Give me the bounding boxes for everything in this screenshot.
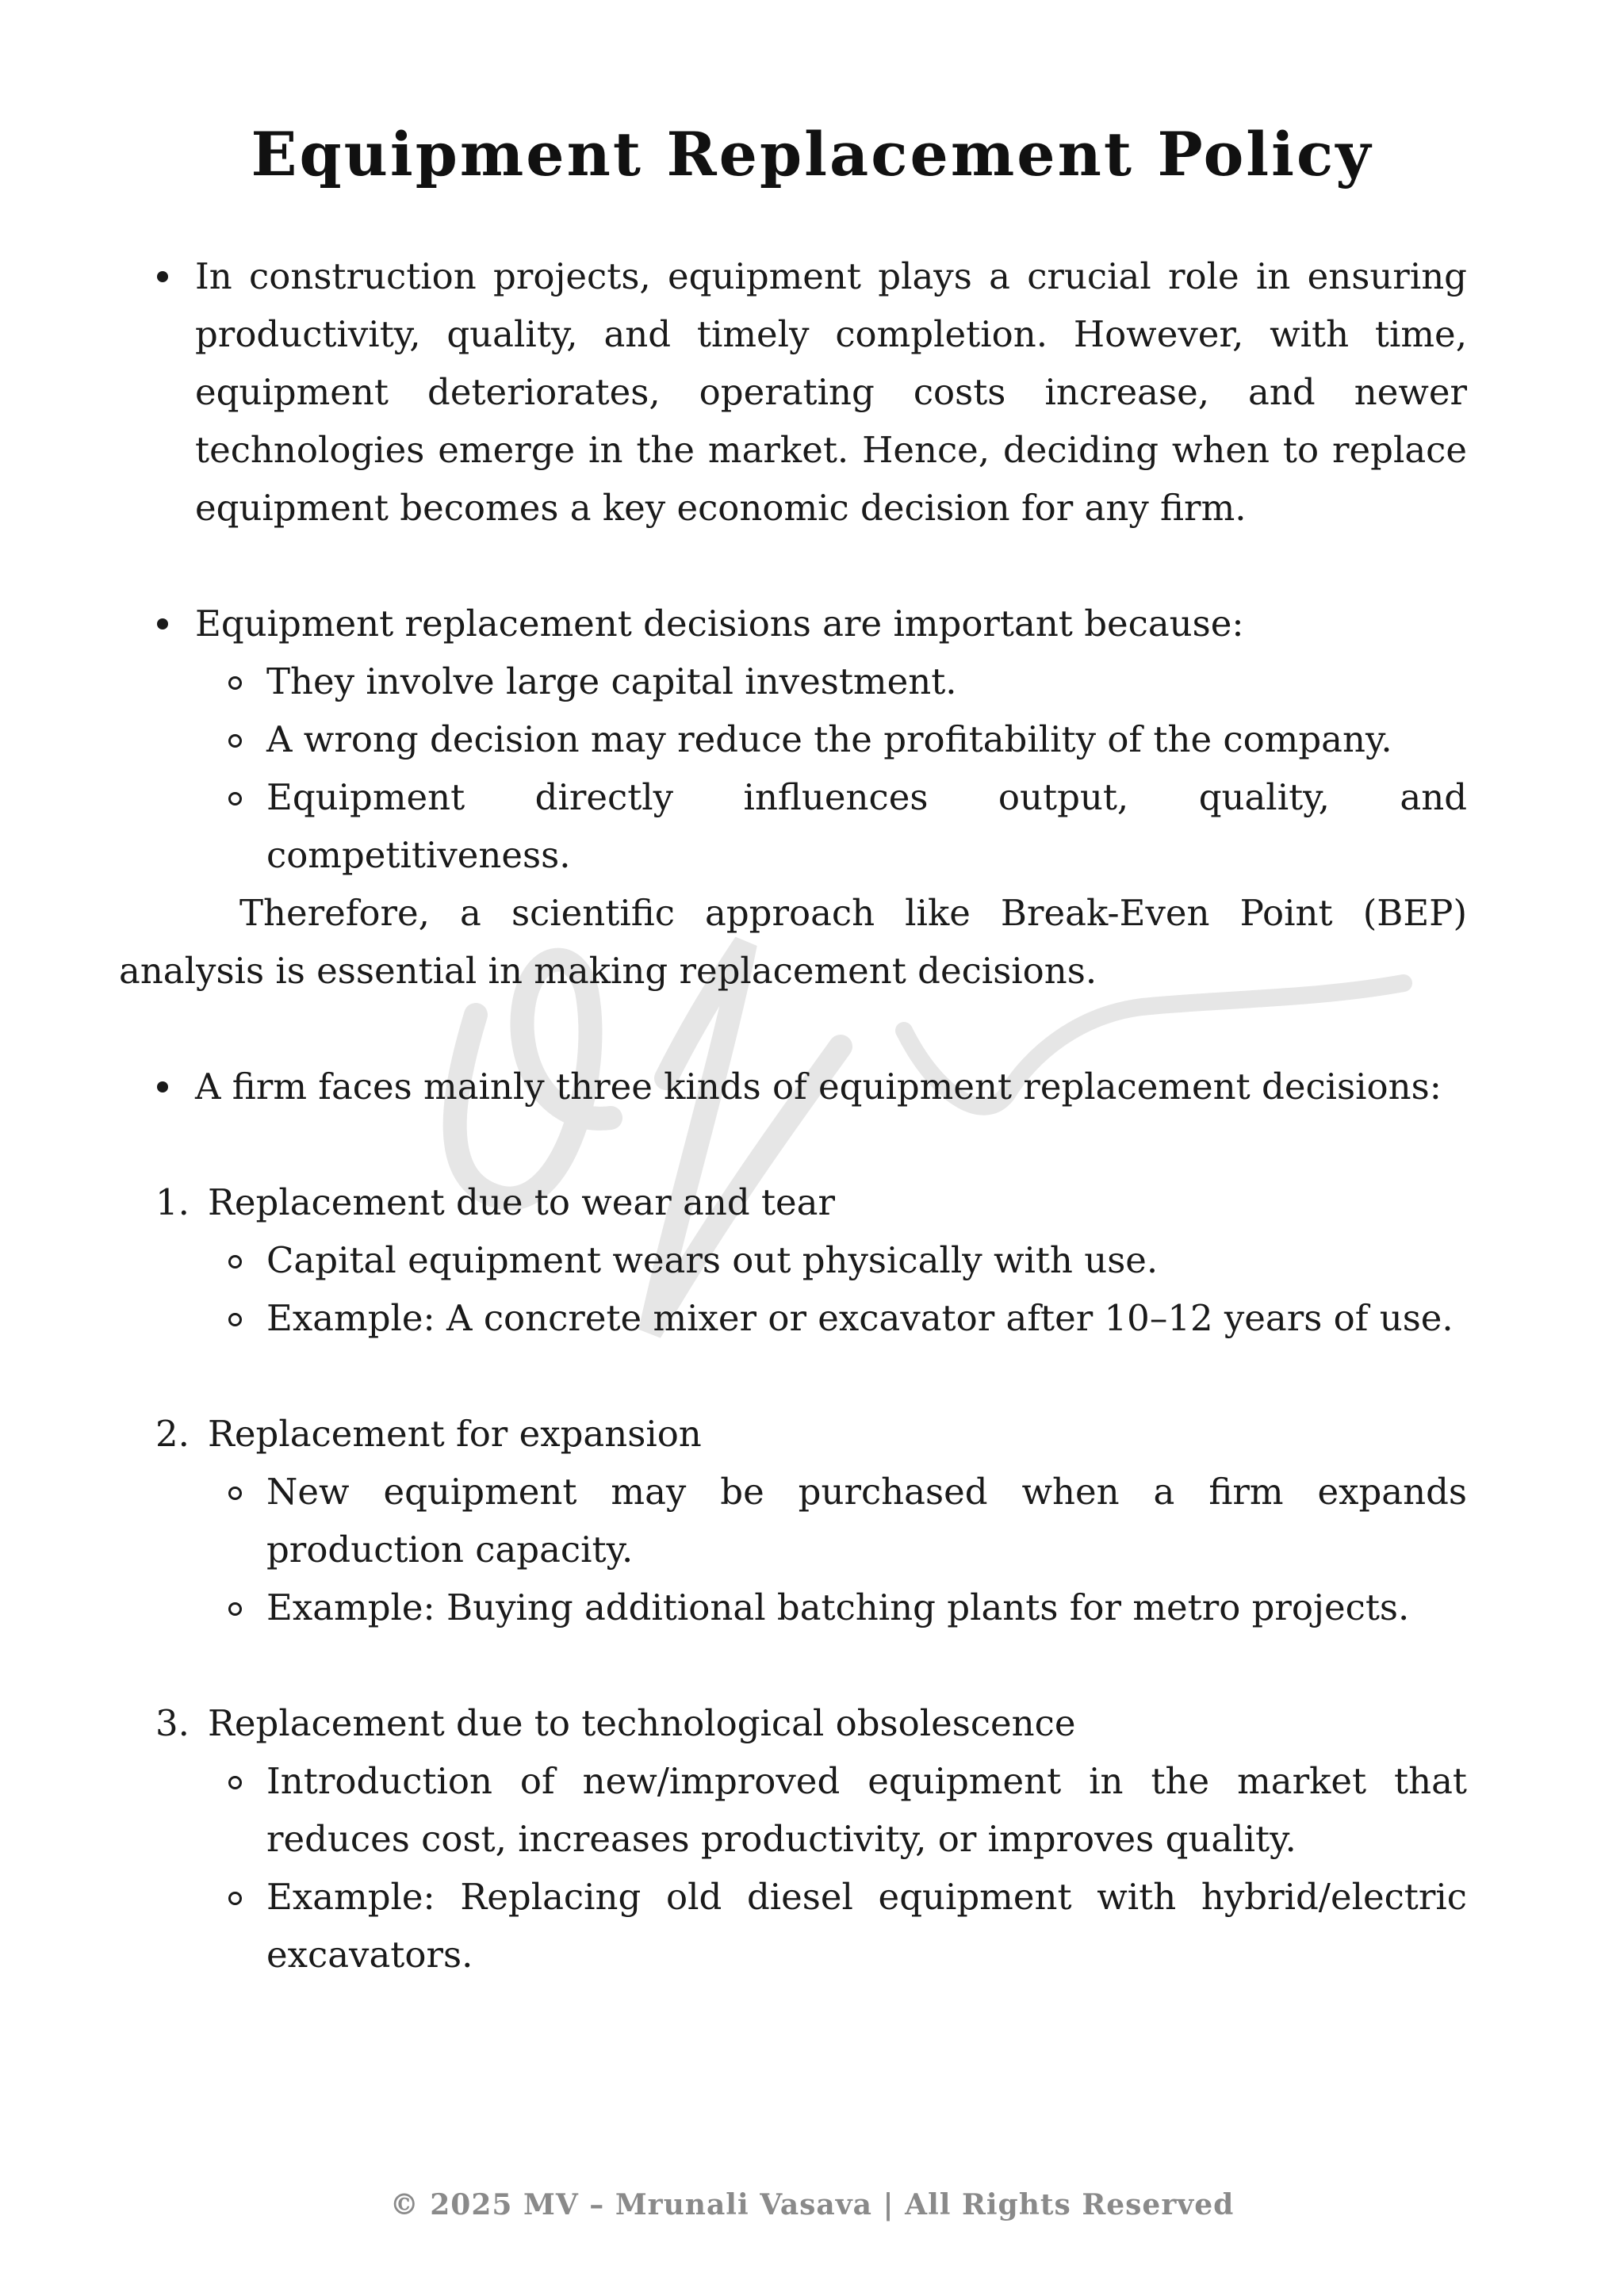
page-title: Equipment Replacement Policy bbox=[251, 119, 1373, 189]
copyright-footer: © 2025 MV – Mrunali Vasava | All Rights Reserved bbox=[389, 2188, 1235, 2221]
kind-point bbox=[119, 1868, 1467, 1984]
importance-bullet bbox=[119, 595, 1467, 652]
circle-bullet-icon bbox=[228, 1892, 242, 1905]
importance-lead: Equipment replacement decisions are important because: bbox=[195, 603, 1244, 645]
circle-bullet-icon bbox=[228, 734, 242, 748]
bullet-icon bbox=[157, 618, 168, 629]
kind-number: 3. bbox=[155, 1702, 190, 1744]
circle-bullet-icon bbox=[228, 1776, 242, 1789]
kind-point bbox=[119, 1578, 1467, 1636]
kind-heading-text: Replacement due to technological obsolescence bbox=[208, 1702, 1076, 1744]
kinds-bullet bbox=[119, 1058, 1467, 1115]
intro-bullet bbox=[119, 247, 1467, 537]
kind-number: 2. bbox=[155, 1413, 190, 1455]
kind-heading bbox=[119, 1694, 1467, 1752]
importance-point-text: A wrong decision may reduce the profitability of the company. bbox=[266, 718, 1392, 760]
kind-point-text: Capital equipment wears out physically with use. bbox=[266, 1239, 1159, 1281]
kind-point bbox=[119, 1463, 1467, 1578]
kind-point-text: Example: Buying additional batching plants for metro projects. bbox=[266, 1586, 1410, 1628]
kinds-lead: A firm faces mainly three kinds of equipment replacement decisions: bbox=[195, 1066, 1442, 1108]
kind-heading-text: Replacement for expansion bbox=[208, 1413, 702, 1455]
circle-bullet-icon bbox=[228, 1313, 242, 1326]
kind-heading-text: Replacement due to wear and tear bbox=[208, 1181, 836, 1223]
circle-bullet-icon bbox=[228, 1602, 242, 1616]
importance-point bbox=[119, 768, 1467, 884]
circle-bullet-icon bbox=[228, 1487, 242, 1500]
kind-heading bbox=[119, 1405, 1467, 1463]
kind-point-text: Example: Replacing old diesel equipment with hybrid/electric excavators. bbox=[266, 1876, 1467, 1976]
kind-point-text: Introduction of new/improved equipment in the market that reduces cost, increases productivity, or improves quality. bbox=[266, 1760, 1467, 1860]
bullet-icon bbox=[157, 1081, 168, 1093]
importance-point-text: Equipment directly influences output, quality, and competitiveness. bbox=[266, 776, 1467, 876]
kind-point-text: Example: A concrete mixer or excavator after 10–12 years of use. bbox=[266, 1297, 1454, 1339]
kind-heading bbox=[119, 1173, 1467, 1231]
kind-number: 1. bbox=[155, 1181, 190, 1223]
kind-point bbox=[119, 1289, 1467, 1347]
kind-point-text: New equipment may be purchased when a firm expands production capacity. bbox=[266, 1471, 1467, 1571]
importance-point bbox=[119, 710, 1467, 768]
importance-conclusion: Therefore, a scientific approach like Break-Even Point (BEP) analysis is essential in making replacement decisions. bbox=[119, 892, 1467, 992]
bullet-icon bbox=[157, 271, 168, 282]
importance-point bbox=[119, 652, 1467, 710]
intro-text: In construction projects, equipment plays a crucial role in ensuring productivity, quality, and timely completion. However, with time, equipment deteriorates, operating costs increase, and newer technologies emerge in the market. Hence, deciding when to replace equipment becomes a key economic decision for any firm. bbox=[195, 255, 1467, 529]
circle-bullet-icon bbox=[228, 792, 242, 806]
kind-point bbox=[119, 1752, 1467, 1868]
circle-bullet-icon bbox=[228, 1255, 242, 1269]
circle-bullet-icon bbox=[228, 676, 242, 690]
document-body bbox=[119, 247, 1467, 1984]
kind-point bbox=[119, 1231, 1467, 1289]
importance-point-text: They involve large capital investment. bbox=[266, 660, 957, 702]
